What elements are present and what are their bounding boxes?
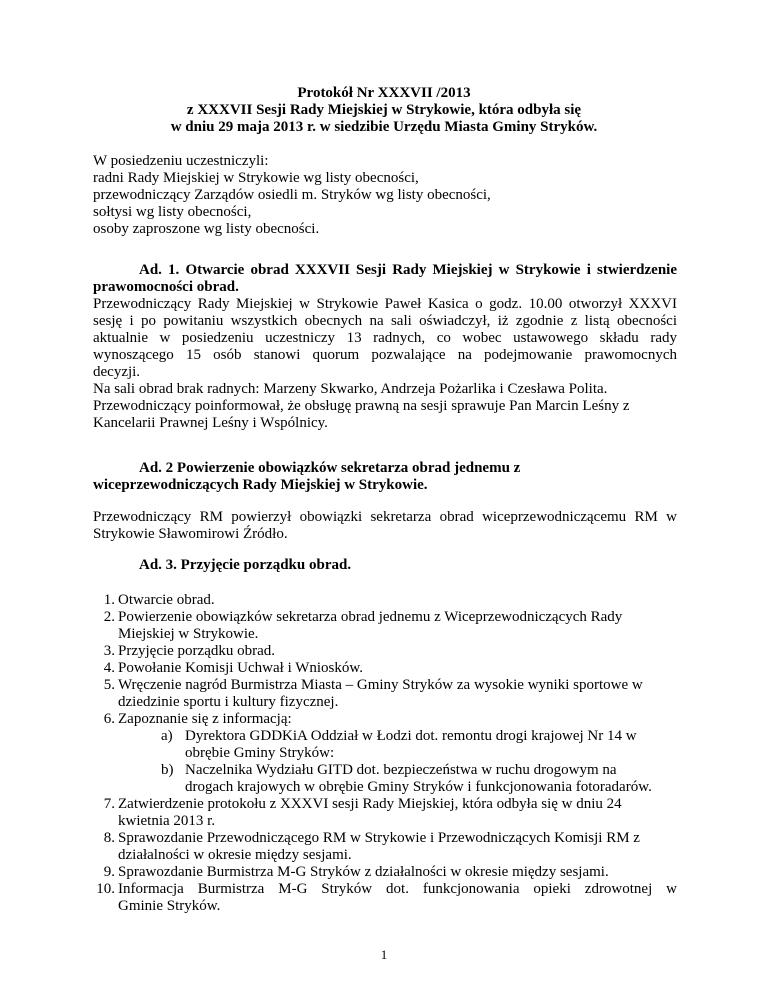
paragraph-line: sołtysi wg listy obecności,	[93, 204, 252, 220]
agenda-text: Zatwierdzenie protokołu z XXXVI sesji Rady Miejskiej, która odbyła się w dniu 24	[118, 796, 622, 812]
title-line: w dniu 29 maja 2013 r. w siedzibie Urzędu Miasta Gminy Stryków.	[170, 119, 598, 135]
agenda-item	[93, 830, 677, 864]
agenda-text: kwietnia 2013 r.	[118, 813, 216, 829]
agenda-subitem-a	[93, 728, 677, 762]
section-heading: wiceprzewodniczących Rady Miejskiej w Strykowie.	[93, 477, 428, 493]
agenda-text: obrębie Gminy Stryków:	[185, 745, 335, 761]
section-2-body	[93, 509, 677, 543]
agenda-text: Informacja Burmistrza M-G Stryków dot. funkcjonowania opieki zdrowotnej w	[118, 881, 677, 897]
agenda-text: Naczelnika Wydziału GITD dot. bezpieczeństwa w ruchu drogowym na	[185, 762, 617, 778]
section-2	[93, 460, 677, 494]
attendance-block	[93, 153, 677, 238]
agenda-item	[93, 643, 677, 660]
title-line: z XXXVII Sesji Rady Miejskiej w Strykowie, która odbyła się	[186, 102, 582, 118]
paragraph-line: W posiedzeniu uczestniczyli:	[93, 153, 269, 169]
agenda-list	[93, 592, 677, 915]
section-heading: Ad. 2 Powierzenie obowiązków sekretarza obrad jednemu z	[139, 460, 521, 476]
agenda-subitem	[93, 728, 677, 796]
agenda-number: 2.	[103, 609, 115, 625]
agenda-item	[93, 864, 677, 881]
paragraph-line: Przewodniczący RM powierzył obowiązki sekretarza obrad wiceprzewodniczącemu RM w	[93, 509, 677, 525]
title-line: Protokół Nr XXXVII /2013	[297, 85, 471, 101]
agenda-subitem-letter: b)	[161, 762, 174, 778]
agenda-number: 4.	[103, 660, 115, 676]
section-1	[93, 262, 677, 432]
agenda-text: Powierzenie obowiązków sekretarza obrad jednemu z Wiceprzewodniczących Rady	[118, 609, 623, 625]
paragraph-line: aktualnie w posiedzeniu uczestniczy 13 radnych, co wobec ustawowego składu rady	[93, 330, 677, 346]
agenda-text: Dyrektora GDDKiA Oddział w Łodzi dot. remontu drogi krajowej Nr 14 w	[185, 728, 637, 744]
paragraph-line: sesję i po powitaniu wszystkich obecnych na sali oświadczył, iż zgodnie z listą obecności	[93, 313, 677, 329]
agenda-text: Zapoznanie się z informacją:	[118, 711, 292, 727]
agenda-item	[93, 711, 677, 728]
agenda-item	[93, 660, 677, 677]
section-3	[93, 557, 677, 574]
paragraph-line: Kancelarii Prawnej Leśny i Wspólnicy.	[93, 415, 328, 431]
agenda-number: 8.	[103, 830, 115, 846]
section-heading: prawomocności obrad.	[93, 279, 239, 295]
paragraph-line: Przewodniczący poinformował, że obsługę prawną na sesji sprawuje Pan Marcin Leśny z	[93, 398, 630, 414]
agenda-text: Miejskiej w Strykowie.	[118, 626, 259, 642]
section-heading: Ad. 1. Otwarcie obrad XXXVII Sesji Rady Miejskiej w Strykowie i stwierdzenie	[139, 262, 677, 278]
agenda-text: dziedzinie sportu i kultury fizycznej.	[118, 694, 339, 710]
paragraph-line: przewodniczący Zarządów osiedli m. Stryków wg listy obecności,	[93, 187, 491, 203]
agenda-item	[93, 609, 677, 643]
agenda-text: drogach krajowych w obrębie Gminy Stryków i funkcjonowania fotoradarów.	[185, 779, 652, 795]
agenda-item	[93, 796, 677, 830]
agenda-text: Przyjęcie porządku obrad.	[118, 643, 276, 659]
agenda-text: Gminie Stryków.	[118, 898, 221, 914]
paragraph-line: decyzji.	[93, 364, 141, 380]
agenda-subitem-letter: a)	[161, 728, 173, 744]
agenda-number: 10.	[96, 881, 115, 897]
agenda-subitem-b	[93, 762, 677, 796]
agenda-number: 7.	[103, 796, 115, 812]
agenda-text: Sprawozdanie Przewodniczącego RM w Strykowie i Przewodniczących Komisji RM z	[118, 830, 640, 846]
section-heading: Ad. 3. Przyjęcie porządku obrad.	[139, 557, 352, 573]
agenda-text: Sprawozdanie Burmistrza M-G Stryków z działalności w okresie między sesjami.	[118, 864, 609, 880]
agenda-number: 9.	[103, 864, 115, 880]
paragraph-line: Na sali obrad brak radnych: Marzeny Skwarko, Andrzeja Pożarlika i Czesława Polita.	[93, 381, 608, 397]
agenda-number: 5.	[103, 677, 115, 693]
agenda-text: Wręczenie nagród Burmistrza Miasta – Gminy Stryków za wysokie wyniki sportowe w	[118, 677, 643, 693]
document-title	[0, 85, 768, 136]
agenda-text: Powołanie Komisji Uchwał i Wniosków.	[118, 660, 363, 676]
agenda-number: 1.	[103, 592, 115, 608]
agenda-text: Otwarcie obrad.	[118, 592, 215, 608]
paragraph-line: Strykowie Sławomirowi Źródło.	[93, 526, 288, 542]
agenda-text: działalności w okresie między sesjami.	[118, 847, 352, 863]
agenda-item	[93, 592, 677, 609]
page-number: 1	[380, 947, 388, 962]
agenda-number: 3.	[103, 643, 115, 659]
agenda-number: 6.	[103, 711, 115, 727]
paragraph-line: wynoszącego 15 osób stanowi quorum pozwalające na podejmowanie prawomocnych	[93, 347, 677, 363]
paragraph-line: radni Rady Miejskiej w Strykowie wg listy obecności,	[93, 170, 419, 186]
agenda-item	[93, 881, 677, 915]
paragraph-line: Przewodniczący Rady Miejskiej w Strykowie Paweł Kasica o godz. 10.00 otworzył XXXVI	[93, 296, 677, 312]
paragraph-line: osoby zaproszone wg listy obecności.	[93, 221, 320, 237]
agenda-item	[93, 677, 677, 711]
